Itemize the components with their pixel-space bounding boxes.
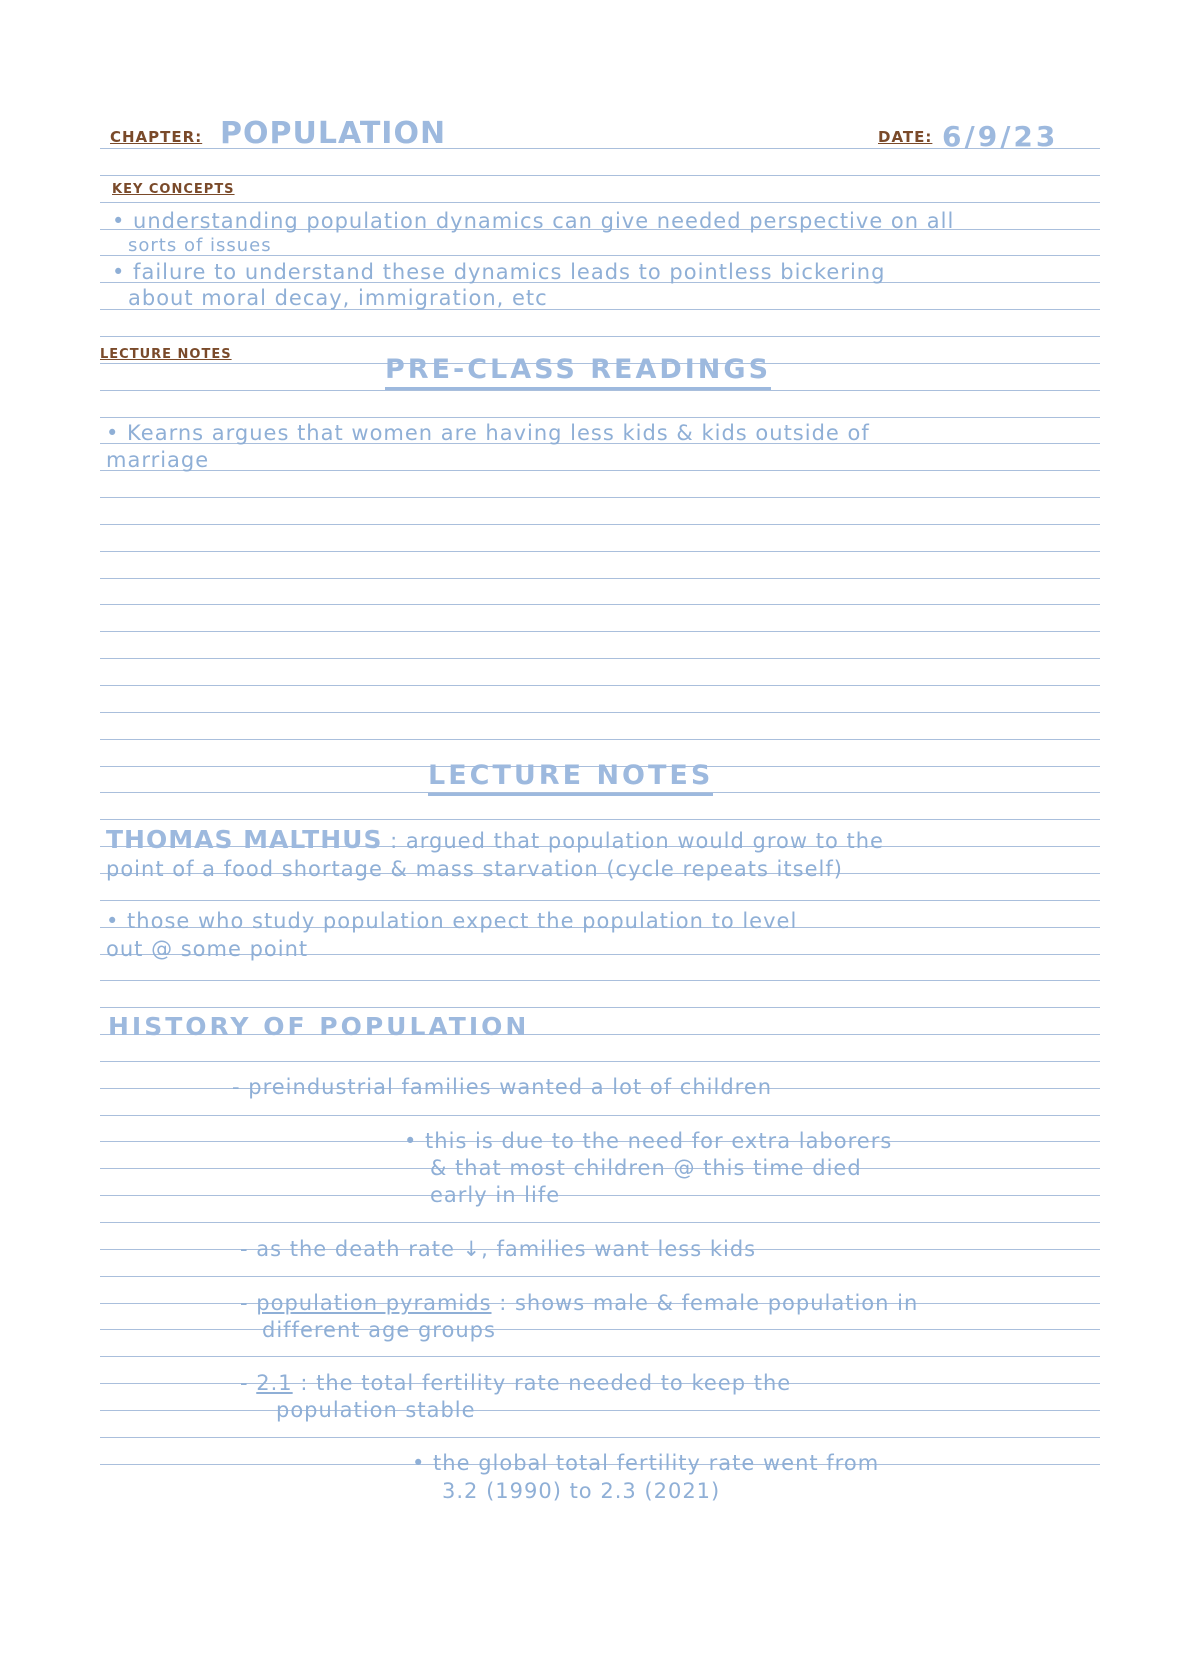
rule-line: [100, 524, 1100, 525]
pyramids-line-2: different age groups: [262, 1318, 496, 1342]
date-label: DATE:: [878, 128, 933, 146]
malthus-name: THOMAS MALTHUS: [106, 825, 383, 854]
rule-line: [100, 390, 1100, 391]
history-heading: HISTORY OF POPULATION: [108, 1012, 530, 1041]
key-concept-2-line-2: about moral decay, immigration, etc: [128, 286, 548, 310]
pyramids-term: population pyramids: [256, 1291, 492, 1315]
preindustrial-line: - preindustrial families wanted a lot of children: [232, 1075, 773, 1099]
rule-line: [100, 604, 1100, 605]
rule-line: [100, 1061, 1100, 1062]
death-rate-line: - as the death rate ↓, families want less kids: [240, 1237, 757, 1261]
rule-line: [100, 417, 1100, 418]
rule-line: [100, 175, 1100, 176]
rule-line: [100, 1115, 1100, 1116]
fertility-text-1: : the total fertility rate needed to keep the: [300, 1371, 792, 1395]
rule-line: [100, 739, 1100, 740]
chapter-label: CHAPTER:: [110, 128, 203, 146]
reason-line-2: & that most children @ this time died: [430, 1156, 862, 1180]
reason-line-1: • this is due to the need for extra laborers: [404, 1129, 893, 1153]
rule-line: [100, 1276, 1100, 1277]
malthus-line-2: point of a food shortage & mass starvation (cycle repeats itself): [106, 857, 843, 881]
date-value: 6/9/23: [942, 120, 1059, 153]
rule-line: [100, 202, 1100, 203]
rule-line: [100, 658, 1100, 659]
pyramids-line-1: - population pyramids : shows male & female population in: [240, 1291, 919, 1315]
fertility-line-2: population stable: [276, 1398, 476, 1422]
rule-line: [100, 900, 1100, 901]
rule-line: [100, 1410, 1100, 1411]
fertility-line-1: - 2.1 : the total fertility rate needed to keep the: [240, 1371, 792, 1395]
key-concept-1-line-2: sorts of issues: [128, 235, 272, 256]
rule-line: [100, 712, 1100, 713]
rule-line: [100, 497, 1100, 498]
lecture-notes-label: LECTURE NOTES: [100, 347, 232, 362]
rule-line: [100, 1222, 1100, 1223]
level-line-2: out @ some point: [106, 937, 309, 961]
rule-line: [100, 470, 1100, 471]
malthus-text-1: : argued that population would grow to the: [390, 829, 884, 853]
key-concept-2-line-1: • failure to understand these dynamics leads to pointless bickering: [112, 260, 886, 284]
rule-line: [100, 1007, 1100, 1008]
global-line-1: • the global total fertility rate went from: [412, 1451, 880, 1475]
pyramids-text-1: : shows male & female population in: [499, 1291, 919, 1315]
rule-line: [100, 685, 1100, 686]
pre-class-line-1: • Kearns argues that women are having less kids & kids outside of: [106, 421, 870, 445]
rule-line: [100, 551, 1100, 552]
rule-line: [100, 1356, 1100, 1357]
rule-line: [100, 819, 1100, 820]
pre-class-line-2: marriage: [106, 448, 210, 472]
rule-line: [100, 980, 1100, 981]
chapter-title: POPULATION: [220, 116, 447, 151]
key-concept-1-line-1: • understanding population dynamics can give needed perspective on all: [112, 209, 955, 233]
rule-line: [100, 336, 1100, 337]
key-concepts-label: KEY CONCEPTS: [112, 182, 235, 197]
reason-line-3: early in life: [430, 1183, 561, 1207]
rule-line: [100, 578, 1100, 579]
rule-line: [100, 1195, 1100, 1196]
rule-line: [100, 1329, 1100, 1330]
level-line-1: • those who study population expect the population to level: [106, 909, 798, 933]
malthus-line-1: [106, 826, 884, 855]
global-line-2: 3.2 (1990) to 2.3 (2021): [442, 1479, 721, 1503]
lecture-heading: LECTURE NOTES: [428, 760, 713, 796]
pre-class-heading: PRE-CLASS READINGS: [385, 354, 771, 390]
rule-line: [100, 1437, 1100, 1438]
fertility-term: 2.1: [256, 1371, 293, 1395]
rule-line: [100, 631, 1100, 632]
